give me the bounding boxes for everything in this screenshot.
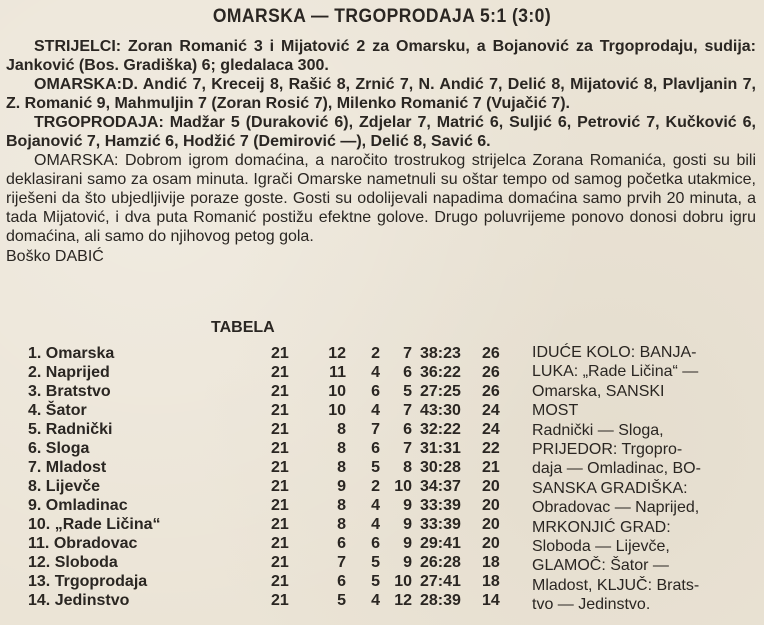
fixture-line: Omarska, SANSKI: [532, 382, 665, 400]
table-row: [28, 382, 512, 401]
team-cell: [28, 553, 271, 572]
losses-cell: 7: [403, 402, 412, 419]
team-name: Sloboda: [54, 554, 118, 571]
wins-cell: 8: [337, 516, 346, 533]
team-name: Naprijed: [45, 364, 110, 381]
scorers-label: STRIJELCI:: [34, 38, 122, 55]
position-number: 14.: [28, 592, 51, 609]
team-cell: [28, 382, 271, 401]
fixture-line: Radnički — Sloga,: [532, 421, 664, 439]
played-cell: 21: [271, 497, 289, 514]
table-row: [28, 363, 512, 382]
position-number: 3.: [28, 383, 42, 400]
fixture-line: PRIJEDOR: Trgopro-: [532, 441, 683, 459]
played-cell: 21: [271, 478, 289, 495]
team-cell: [28, 458, 271, 477]
points-cell: 26: [482, 364, 500, 381]
draws-cell: 6: [371, 383, 380, 400]
table-row: [28, 572, 512, 591]
position-number: 4.: [28, 402, 42, 419]
played-cell: 21: [271, 364, 289, 381]
team-cell: [28, 363, 271, 382]
played-cell: 21: [271, 383, 289, 400]
trgoprodaja-lineup-label: TRGOPRODAJA:: [34, 114, 164, 131]
table-row: [28, 515, 512, 534]
losses-cell: 6: [403, 364, 412, 381]
omarska-lineup-label: OMARSKA:: [34, 76, 122, 93]
wins-cell: 10: [328, 402, 346, 419]
fixture-line: SANSKA GRADIŠKA:: [532, 479, 688, 497]
goals-cell: 36:22: [420, 364, 461, 381]
wins-cell: 11: [329, 364, 346, 381]
played-cell: 21: [271, 554, 289, 571]
played-cell: 21: [271, 421, 289, 438]
team-name: Bratstvo: [45, 383, 111, 400]
points-cell: 21: [482, 459, 500, 476]
points-cell: 24: [482, 421, 500, 438]
goals-cell: 26:28: [420, 554, 461, 571]
trgoprodaja-lineup-paragraph: [6, 113, 756, 151]
wins-cell: 5: [337, 592, 346, 609]
scorers-paragraph: [6, 37, 756, 75]
table-row: [28, 344, 512, 363]
points-cell: 22: [482, 440, 500, 457]
played-cell: 21: [271, 402, 289, 419]
table-row: [28, 534, 512, 553]
goals-cell: 33:39: [420, 516, 461, 533]
match-title: OMARSKA — TRGOPRODAJA 5:1 (3:0): [212, 6, 552, 27]
played-cell: 21: [271, 440, 289, 457]
draws-cell: 4: [371, 402, 380, 419]
match-report: [6, 37, 756, 266]
goals-cell: 29:41: [420, 535, 461, 552]
losses-cell: 9: [403, 516, 412, 533]
losses-cell: 7: [403, 440, 412, 457]
draws-cell: 5: [371, 573, 380, 590]
table-row: [28, 458, 512, 477]
team-name: Obradovac: [53, 535, 138, 552]
fixture-line: daja — Omladinac, BO-: [532, 460, 701, 478]
trgoprodaja-lineup-text: Madžar 5 (Duraković 6), Zdjelar 7, Matrić 6, Suljić 6, Petrović 7, Kučković 6, Bojanović 7, Hamzić 6, Hodžić 7 (Demirović —), Delić 8, Savić 6.: [6, 114, 756, 150]
losses-cell: 6: [403, 421, 412, 438]
played-cell: 21: [271, 516, 289, 533]
draws-cell: 5: [371, 459, 380, 476]
team-cell: [28, 591, 271, 610]
fixtures-text: [532, 343, 754, 615]
omarska-lineup-paragraph: [6, 75, 756, 113]
draws-cell: 2: [371, 478, 380, 495]
standings-body: [28, 344, 512, 610]
played-cell: 21: [271, 535, 289, 552]
fixture-line: Sloboda — Lijevče,: [532, 538, 670, 556]
points-cell: 20: [482, 535, 500, 552]
scorers-text: Zoran Romanić 3 i Mijatović 2 za Omarsku, a Bojanović za Trgoprodaju, sudija: Janković (Bos. Gradiška) 6; gledalaca 300.: [6, 38, 756, 74]
team-cell: [28, 534, 271, 553]
wins-cell: 8: [337, 459, 346, 476]
team-name: Lijevče: [45, 478, 101, 495]
wins-cell: 8: [337, 440, 346, 457]
team-cell: [28, 420, 271, 439]
table-row: [28, 420, 512, 439]
wins-cell: 8: [337, 421, 346, 438]
losses-cell: 7: [403, 345, 412, 362]
position-number: 5.: [28, 421, 42, 438]
team-cell: [28, 515, 271, 534]
draws-cell: 2: [371, 345, 380, 362]
team-name: Radnički: [45, 421, 113, 438]
draws-cell: 4: [371, 364, 380, 381]
played-cell: 21: [271, 459, 289, 476]
draws-cell: 5: [371, 554, 380, 571]
fixture-line: LUKA: „Rade Ličina“ —: [532, 363, 699, 381]
team-name: Sloga: [45, 440, 90, 457]
fixture-line: MOST: [532, 402, 579, 420]
position-number: 1.: [28, 345, 42, 362]
wins-cell: 6: [337, 573, 346, 590]
points-cell: 26: [482, 383, 500, 400]
points-cell: 20: [482, 497, 500, 514]
fixture-line: MRKONJIĆ GRAD:: [532, 518, 671, 536]
draws-cell: 4: [371, 497, 380, 514]
team-cell: [28, 401, 271, 420]
position-number: 9.: [28, 497, 42, 514]
wins-cell: 9: [337, 478, 346, 495]
losses-cell: 12: [394, 592, 412, 609]
wins-cell: 10: [328, 383, 346, 400]
draws-cell: 7: [371, 421, 380, 438]
team-name: Jedinstvo: [54, 592, 130, 609]
goals-cell: 32:22: [420, 421, 461, 438]
fixture-line: Obradovac — Naprijed,: [532, 499, 700, 517]
losses-cell: 5: [403, 383, 412, 400]
standings-table: [28, 344, 512, 610]
points-cell: 20: [482, 516, 500, 533]
goals-cell: 43:30: [420, 402, 461, 419]
points-cell: 26: [482, 345, 500, 362]
position-number: 2.: [28, 364, 42, 381]
draws-cell: 4: [371, 592, 380, 609]
losses-cell: 9: [403, 554, 412, 571]
position-number: 6.: [28, 440, 42, 457]
position-number: 11.: [28, 535, 50, 552]
team-cell: [28, 477, 271, 496]
goals-cell: 38:23: [420, 345, 461, 362]
table-row: [28, 553, 512, 572]
team-name: Omarska: [45, 345, 115, 362]
draws-cell: 4: [371, 516, 380, 533]
table-row: [28, 439, 512, 458]
wins-cell: 6: [337, 535, 346, 552]
draws-cell: 6: [371, 535, 380, 552]
goals-cell: 34:37: [420, 478, 461, 495]
goals-cell: 31:31: [420, 440, 461, 457]
losses-cell: 10: [394, 573, 412, 590]
fixture-line: IDUĆE KOLO: BANJA-: [532, 344, 697, 361]
omarska-lineup-text: D. Andić 7, Kreceij 8, Rašić 8, Zrnić 7, N. Andić 7, Delić 8, Mijatović 8, Plavljanin 7, Z. Romanić 9, Mahmuljin 7 (Zoran Rosić 7), Milenko Romanić 7 (Vujačić 7).: [6, 76, 756, 112]
position-number: 12.: [28, 554, 51, 571]
played-cell: 21: [271, 592, 289, 609]
played-cell: 21: [271, 345, 289, 362]
losses-cell: 8: [403, 459, 412, 476]
position-number: 8.: [28, 478, 42, 495]
goals-cell: 27:25: [420, 383, 461, 400]
goals-cell: 30:28: [420, 459, 461, 476]
points-cell: 18: [482, 554, 500, 571]
fixture-line: GLAMOČ: Šator —: [532, 557, 669, 575]
report-text: Dobrom igrom domaćina, a naročito trostrukog strijelca Zorana Romanića, gosti su bili deklasirani samo za osam minuta. Igrači Omarske nametnuli su oštar tempo od samog početka utakmice, riješeni da što ubjedljivije poraze goste. Gosti su odolijevali napadima domaćina samo prvih 20 minuta, a tada Mijatović, i dva puta Romanić postižu efektne golove. Drugo poluvrijeme ponovo donosi dobru igru domaćina, ali samo do njihovog petog gola.: [6, 152, 756, 245]
goals-cell: 28:39: [420, 592, 461, 609]
played-cell: 21: [271, 573, 289, 590]
losses-cell: 9: [403, 497, 412, 514]
wins-cell: 8: [337, 497, 346, 514]
report-paragraph: [6, 151, 756, 246]
team-name: Šator: [45, 402, 87, 419]
table-row: [28, 591, 512, 610]
position-number: 13.: [28, 573, 51, 590]
points-cell: 18: [482, 573, 500, 590]
team-cell: [28, 572, 271, 591]
points-cell: 14: [482, 592, 500, 609]
position-number: 7.: [28, 459, 42, 476]
position-number: 10.: [28, 516, 51, 533]
team-name: „Rade Ličina“: [54, 516, 161, 533]
table-row: [28, 477, 512, 496]
wins-cell: 12: [328, 345, 346, 362]
points-cell: 20: [482, 478, 500, 495]
fixture-line: tvo — Jedinstvo.: [532, 596, 651, 614]
team-cell: [28, 439, 271, 458]
team-cell: [28, 496, 271, 515]
table-heading: TABELA: [211, 319, 275, 336]
team-cell: [28, 344, 271, 363]
wins-cell: 7: [337, 554, 346, 571]
goals-cell: 27:41: [420, 573, 461, 590]
next-round-fixtures: [532, 343, 754, 615]
table-row: [28, 496, 512, 515]
team-name: Mladost: [45, 459, 107, 476]
goals-cell: 33:39: [420, 497, 461, 514]
report-label: OMARSKA:: [34, 152, 119, 169]
table-row: [28, 401, 512, 420]
losses-cell: 9: [403, 535, 412, 552]
team-name: Omladinac: [45, 497, 128, 514]
team-name: Trgoprodaja: [54, 573, 148, 590]
losses-cell: 10: [394, 478, 412, 495]
draws-cell: 6: [371, 440, 380, 457]
points-cell: 24: [482, 402, 500, 419]
fixture-line: Mladost, KLJUČ: Brats-: [532, 576, 700, 594]
author-byline: Boško DABIĆ: [6, 248, 104, 265]
